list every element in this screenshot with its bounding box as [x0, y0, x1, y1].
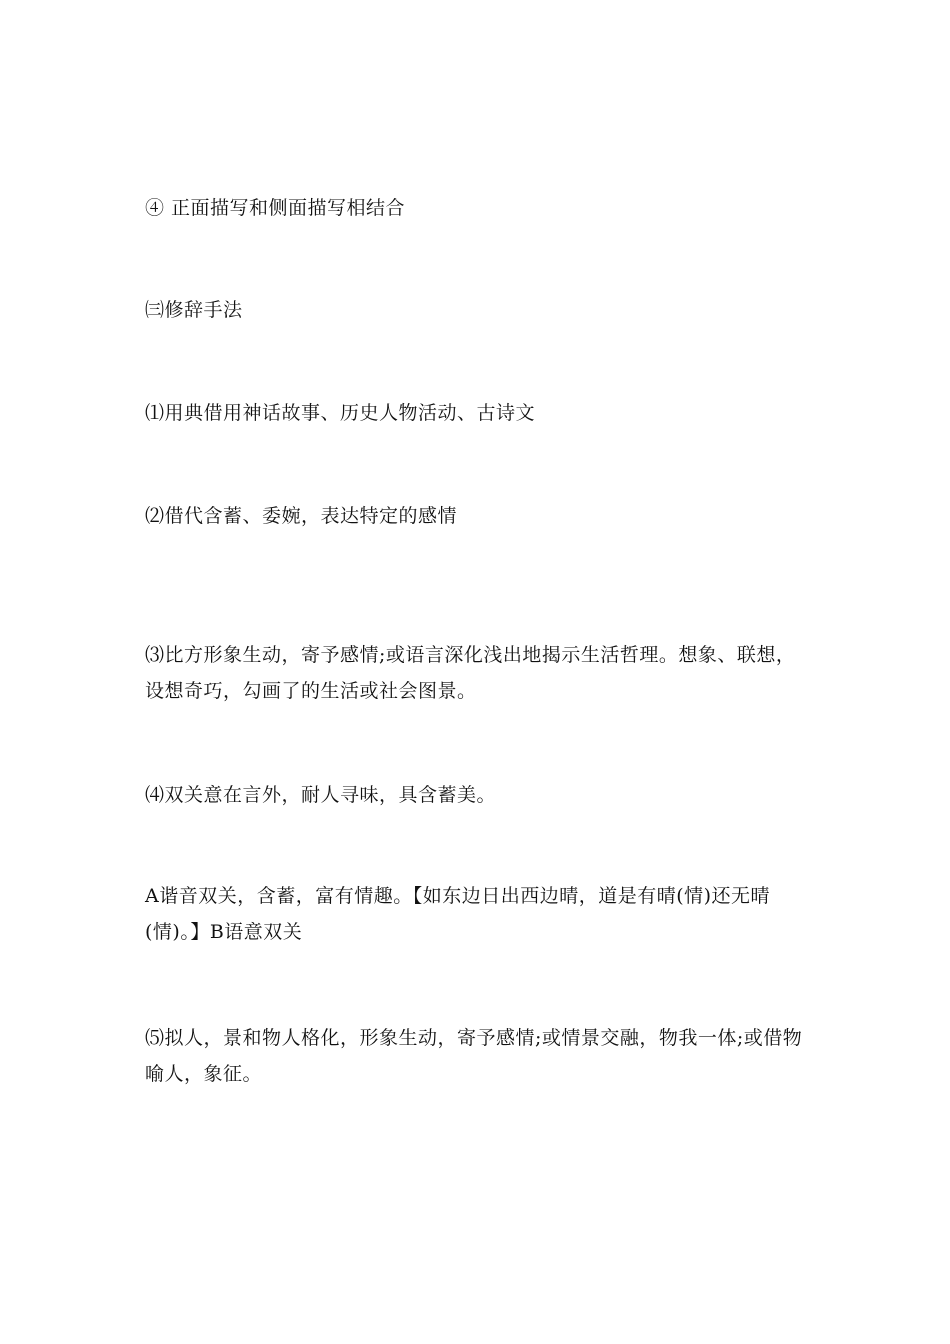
paragraph-metonymy: ⑵借代含蓄、委婉，表达特定的感情 [145, 505, 458, 527]
paragraph-pun-types: A谐音双关，含蓄，富有情趣。【如东边日出西边晴，道是有晴(情)还无晴(情)。】B语意双关 [145, 885, 771, 943]
paragraph-personification: ⑸拟人，景和物人格化，形象生动，寄予感情;或情景交融，物我一体;或借物喻人，象征。 [145, 1027, 803, 1085]
paragraph-side-description: ④ 正面描写和侧面描写相结合 [145, 197, 406, 219]
paragraph-metaphor: ⑶比方形象生动，寄予感情;或语言深化浅出地揭示生活哲理。想象、联想，设想奇巧，勾画了的生活或社会图景。 [145, 644, 796, 702]
section-heading-rhetoric: ㈢修辞手法 [145, 299, 243, 321]
paragraph-pun: ⑷双关意在言外，耐人寻味，具含蓄美。 [145, 784, 497, 806]
paragraph-allusion: ⑴用典借用神话故事、历史人物活动、古诗文 [145, 402, 536, 424]
